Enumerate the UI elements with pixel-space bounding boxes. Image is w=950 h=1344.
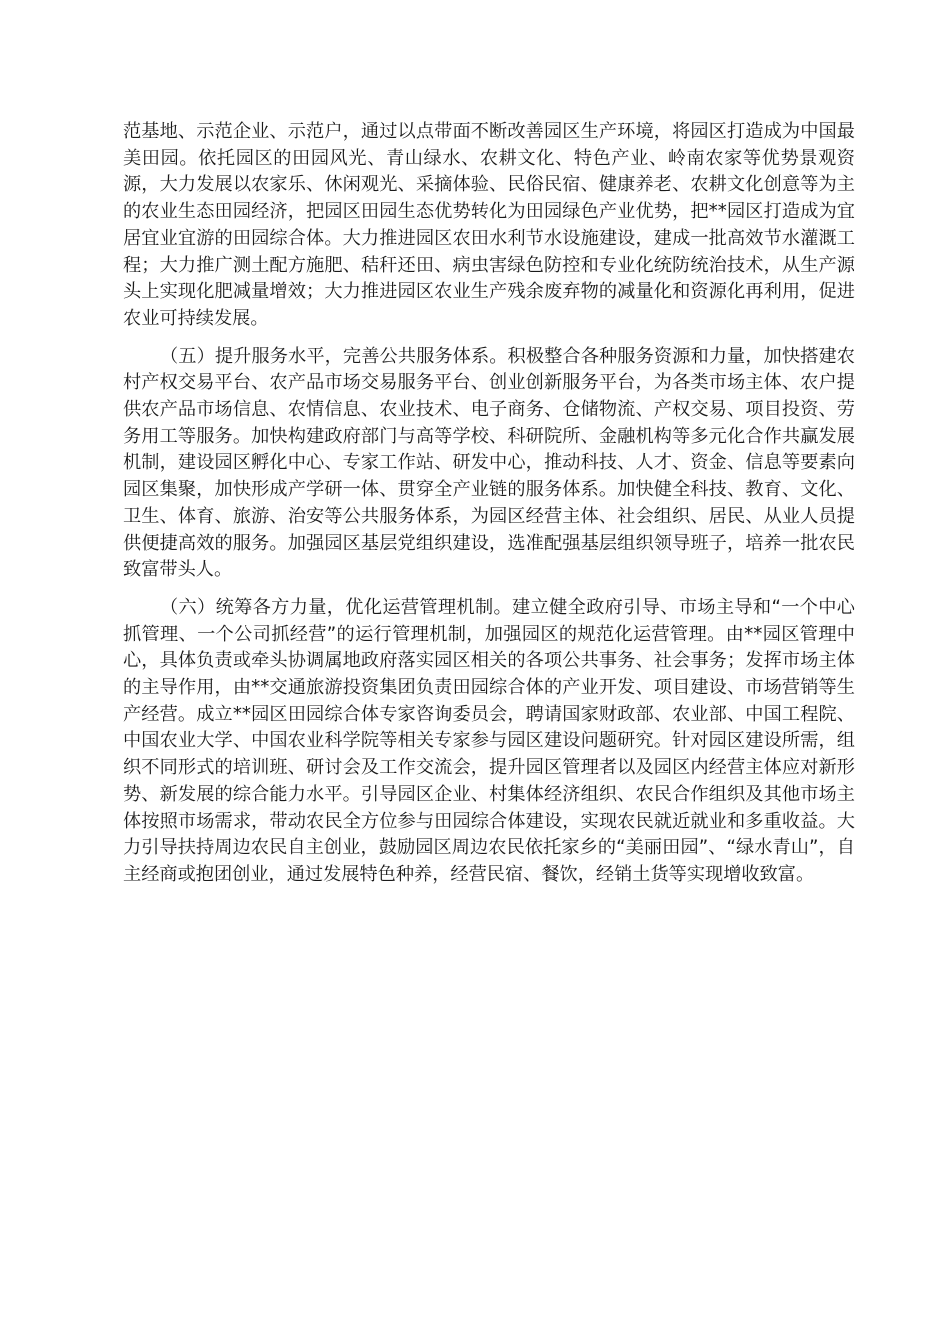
- document-page: [123, 119, 855, 900]
- paragraph-section-6: （六）统筹各方力量，优化运营管理机制。建立健全政府引导、市场主导和“一个中心抓管理、一个公司抓经营”的运行管理机制，加强园区的规范化运营管理。由**园区管理中心，具体负责或牵头协调属地政府落实园区相关的各项公共事务、社会事务；发挥市场主体的主导作用，由**交通旅游投资集团负责田园综合体的产业开发、项目建设、市场营销等生产经营。成立**园区田园综合体专家咨询委员会，聘请国家财政部、农业部、中国工程院、中国农业大学、中国农业科学院等相关专家参与园区建设问题研究。针对园区建设所需，组织不同形式的培训班、研讨会及工作交流会，提升园区管理者以及园区内经营主体应对新形势、新发展的综合能力水平。引导园区企业、村集体经济组织、农民合作组织及其他市场主体按照市场需求，带动农民全方位参与田园综合体建设，实现农民就近就业和多重收益。大力引导扶持周边农民自主创业，鼓励园区周边农民依托家乡的“美丽田园”、“绿水青山”，自主经商或抱团创业，通过发展特色种养，经营民宿、餐饮，经销土货等实现增收致富。: [123, 596, 855, 885]
- paragraph-section-5: （五）提升服务水平，完善公共服务体系。积极整合各种服务资源和力量，加快搭建农村产权交易平台、农产品市场交易服务平台、创业创新服务平台，为各类市场主体、农户提供农产品市场信息、农情信息、农业技术、电子商务、仓储物流、产权交易、项目投资、劳务用工等服务。加快构建政府部门与高等学校、科研院所、金融机构等多元化合作共赢发展机制，建设园区孵化中心、专家工作站、研发中心，推动科技、人才、资金、信息等要素向园区集聚，加快形成产学研一体、贯穿全产业链的服务体系。加快健全科技、教育、文化、卫生、体育、旅游、治安等公共服务体系，为园区经营主体、社会组织、居民、从业人员提供便捷高效的服务。加强园区基层党组织建设，选准配强基层组织领导班子，培养一批农民致富带头人。: [123, 345, 855, 581]
- paragraph-continuation: 范基地、示范企业、示范户，通过以点带面不断改善园区生产环境，将园区打造成为中国最美田园。依托园区的田园风光、青山绿水、农耕文化、特色产业、岭南农家等优势景观资源，大力发展以农家乐、休闲观光、采摘体验、民俗民宿、健康养老、农耕文化创意等为主的农业生态田园经济，把园区田园生态优势转化为田园绿色产业优势，把**园区打造成为宜居宜业宜游的田园综合体。大力推进园区农田水利节水设施建设，建成一批高效节水灌溉工程；大力推广测土配方施肥、秸秆还田、病虫害绿色防控和专业化统防统治技术，从生产源头上实现化肥减量增效；大力推进园区农业生产残余废弃物的减量化和资源化再利用，促进农业可持续发展。: [123, 121, 855, 329]
